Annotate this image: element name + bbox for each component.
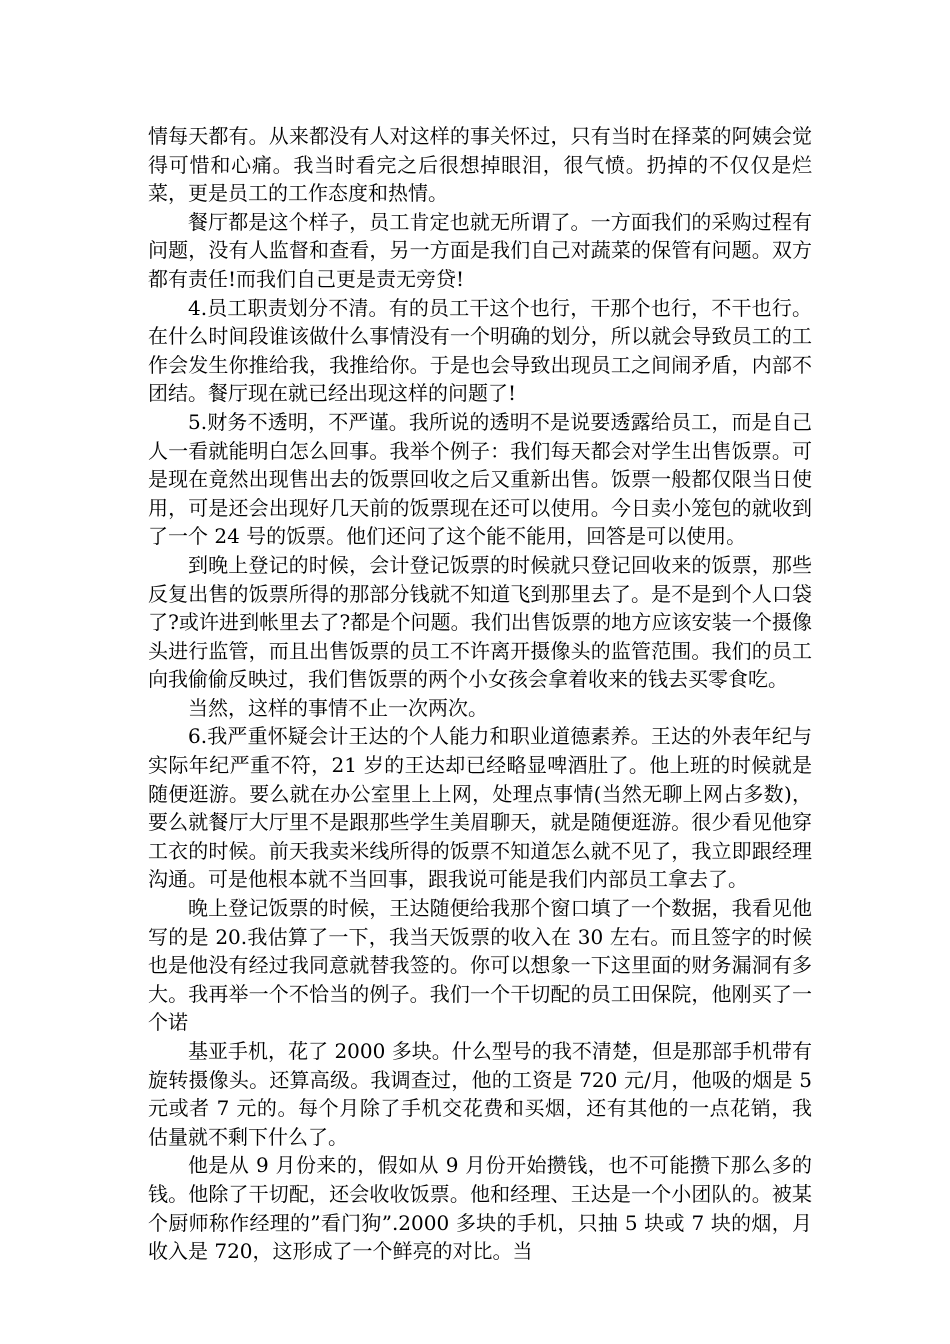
paragraph-5: 到晚上登记的时候，会计登记饭票的时候就只登记回收来的饭票，那些反复出售的饭票所得的那部分钱就不知道飞到那里去了。是不是到个人口袋了?或许进到帐里去了?都是个问题。我们出售饭票的地方应该安装一个摄像头进行监管，而且出售饭票的员工不许离开摄像头的监管范围。我们的员工向我偷偷反映过，我们售饭票的两个小女孩会拿着收来的钱去买零食吃。 [148, 552, 812, 692]
paragraph-8: 晚上登记饭票的时候，王达随便给我那个窗口填了一个数据，我看见他写的是 20.我估算了一下，我当天饭票的收入在 30 左右。而且签字的时候也是他没有经过我同意就替我签的。你可以想象一下这里面的财务漏洞有多大。我再举一个不恰当的例子。我们一个干切配的员工田保院，他刚买了一个诺 [148, 896, 812, 1035]
paragraph-4: 5.财务不透明，不严谨。我所说的透明不是说要透露给员工，而是自己人一看就能明白怎么回事。我举个例子：我们每天都会对学生出售饭票。可是现在竟然出现售出去的饭票回收之后又重新出售。饭票一般都仅限当日使用，可是还会出现好几天前的饭票现在还可以使用。今日卖小笼包的就收到了一个 24 号的饭票。他们还问了这个能不能用，回答是可以使用。 [148, 409, 812, 549]
paragraph-2: 餐厅都是这个样子，员工肯定也就无所谓了。一方面我们的采购过程有问题，没有人监督和查看，另一方面是我们自己对蔬菜的保管有问题。双方都有责任!而我们自己更是责无旁贷! [148, 209, 812, 291]
paragraph-7: 6.我严重怀疑会计王达的个人能力和职业道德素养。王达的外表年纪与实际年纪严重不符，21 岁的王达却已经略显啤酒肚了。他上班的时候就是随便逛游。要么就在办公室里上上网，处理点事情(当然无聊上网占多数)，要么就餐厅大厅里不是跟那些学生美眉聊天，就是随便逛游。很少看见他穿工衣的时候。前天我卖米线所得的饭票不知道怎么就不见了，我立即跟经理沟通。可是他根本就不当回事，跟我说可能是我们内部员工拿去了。 [148, 724, 812, 892]
paragraph-6: 当然，这样的事情不止一次两次。 [188, 695, 488, 720]
paragraph-3: 4.员工职责划分不清。有的员工干这个也行，干那个也行，不干也行。在什么时间段谁该做什么事情没有一个明确的划分，所以就会导致员工的工作会发生你推给我，我推给你。于是也会导致出现员工之间闹矛盾，内部不团结。餐厅现在就已经出现这样的问题了! [148, 295, 812, 406]
paragraph-10: 他是从 9 月份来的，假如从 9 月份开始攒钱，也不可能攒下那么多的钱。他除了干切配，还会收收饭票。他和经理、王达是一个小团队的。被某个厨师称作经理的”看门狗”.2000 多块的手机，只抽 5 块或 7 块的烟，月收入是 720，这形成了一个鲜亮的对比。当 [148, 1153, 812, 1264]
document-body [148, 122, 812, 1266]
paragraph-1: 情每天都有。从来都没有人对这样的事关怀过，只有当时在择菜的阿姨会觉得可惜和心痛。我当时看完之后很想掉眼泪，很气愤。扔掉的不仅仅是烂菜，更是员工的工作态度和热情。 [148, 124, 812, 206]
paragraph-9: 基亚手机，花了 2000 多块。什么型号的我不清楚，但是那部手机带有旋转摄像头。还算高级。我调查过，他的工资是 720 元/月，他吸的烟是 5 元或者 7 元的。每个月除了手机交花费和买烟，还有其他的一点花销，我估量就不剩下什么了。 [148, 1039, 812, 1149]
